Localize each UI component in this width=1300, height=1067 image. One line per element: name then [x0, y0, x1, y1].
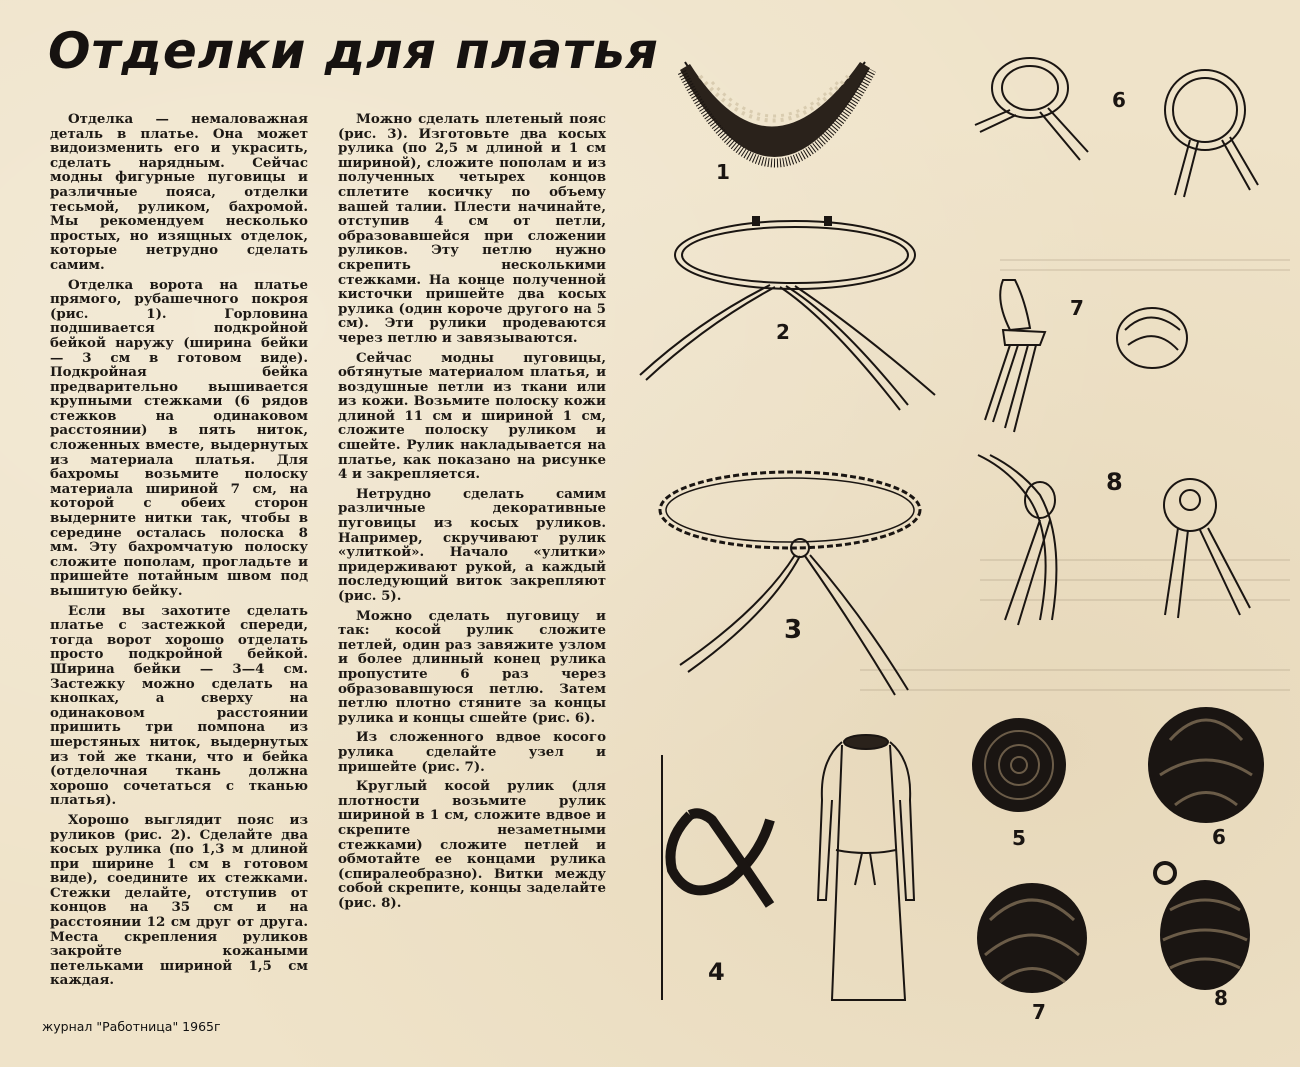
- paragraph: Сейчас модны пуговицы, обтянутые материалом платья, и воздушные петли из ткани или из кожи. Возьмите полоску кожи длиной 11 см и шириной 1 см, сложите полоску руликом и сшейте. Рулик накладывается на платье, как показано на рисунке 4 и закрепляется.: [338, 349, 606, 483]
- source-caption: журнал "Работница" 1965г: [42, 1019, 221, 1034]
- knot-number-8: 8: [1106, 468, 1123, 496]
- paragraph: Если вы захотите сделать платье с застежкой спереди, тогда ворот хорошо отделать просто подкройной бейкой. Ширина бейки — 3—4 см. Застежку можно сделать на кнопках, а сверху на одинаковом расстоянии пришить три помпона из шерстяных ниток, выдернутых из той же ткани, что и бейка (отделочная ткань должна хорошо сочетаться с тканью платья).: [50, 602, 308, 809]
- button-number-6: 6: [1212, 825, 1226, 849]
- paragraph: Хорошо выглядит пояс из руликов (рис. 2). Сделайте два косых рулика (по 1,3 м длиной при ширине 1 см в готовом виде), соедините их стежками. Стежки делайте, отступив от концов на 35 см и на расстоянии 12 см друг от друга. Места скрепления руликов закройте кожаными петельками шириной 1,5 см каждая.: [50, 811, 308, 989]
- knot-number-7: 7: [1070, 296, 1084, 320]
- paragraph: Круглый косой рулик (для плотности возьмите рулик шириной в 1 см, сложите вдвое и скрепите незаметными стежками) сложите петлей и обмотайте ее концами рулика (спиралеобразно). Витки между собой скрепите, концы заделайте (рис. 8).: [338, 778, 606, 911]
- paragraph: Можно сделать плетеный пояс (рис. 3). Изготовьте два косых рулика (по 2,5 м длиной и 1 см шириной), сложите пополам и из полученных четырех концов сплетите косичку по объему вашей талии. Плести начинайте, отступив 4 см от петли, образовавшейся при сложении руликов. Эту петлю нужно скрепить несколькими стежками. На конце полученной кисточки пришейте два косых рулика (один короче другого на 5 см). Эти рулики продеваются через петлю и завязываются.: [338, 111, 606, 346]
- knot-6-figure: [975, 58, 1258, 197]
- paragraph: Из сложенного вдвое косого рулика сделайте узел и пришейте (рис. 7).: [338, 729, 606, 775]
- knot-number-6: 6: [1112, 88, 1126, 112]
- braided-belt-figure: [660, 472, 920, 695]
- figure-number-1: 1: [716, 160, 730, 184]
- article-title: Отделки для платья: [48, 22, 659, 80]
- collar-figure: [680, 62, 872, 163]
- button-6-figure: [1148, 707, 1264, 823]
- paragraph: Нетрудно сделать самим различные декоративные пуговицы из косых руликов. Например, скручивают рулик «улиткой». Начало «улитки» придерживают рукой, а каждый последующий виток закрепляют (рис. 5).: [338, 485, 606, 604]
- bleed-through-artwork: [860, 260, 1290, 690]
- paragraph: Можно сделать пуговицу и так: косой рулик сложите петлей, один раз завяжите узлом и более длинный конец рулика пропустите 6 раз через образовавшуюся петлю. Затем петлю плотно стяните за концы рулика и концы сшейте (рис. 6).: [338, 607, 606, 726]
- figure-number-4: 4: [708, 958, 725, 986]
- paragraph: Отделка — немаловажная деталь в платье. Она может видоизменить его и украсить, сделать нарядным. Сейчас модны фигурные пуговицы и различные пояса, отделки тесьмой, руликом, бахромой. Мы рекомендуем несколько простых, но изящных отделок, которые нетрудно сделать самим.: [50, 111, 308, 273]
- knot-7-figure: [985, 280, 1187, 432]
- button-8-figure: [1155, 863, 1250, 990]
- button-number-8: 8: [1214, 986, 1228, 1010]
- cord-belt-figure: [640, 217, 935, 410]
- paragraph: Отделка ворота на платье прямого, рубашечного покроя (рис. 1). Горловина подшивается подкройной бейкой наружу (ширина бейки — 3 см в готовом виде). Подкройная бейка предварительно вышивается крупными стежками (6 рядов стежков на одинаковом расстоянии) в пять ниток, сложенных вместе, выдернутых из материала платья. Для бахромы возьмите полоску материала шириной 7 см, на которой с обеих сторон выдерните нитки так, чтобы в середине осталась полоска 8 мм. Эту бахромчатую полоску сложите пополам, прогладьте и пришейте потайным швом под вышитую бейку.: [50, 276, 308, 599]
- figure-number-2: 2: [776, 320, 790, 344]
- button-number-5: 5: [1012, 826, 1026, 850]
- button-number-7: 7: [1032, 1000, 1046, 1024]
- dress-figure: [818, 735, 914, 1000]
- figure-number-3: 3: [784, 615, 803, 645]
- button-7-figure: [977, 883, 1087, 993]
- button-5-figure: [972, 718, 1066, 812]
